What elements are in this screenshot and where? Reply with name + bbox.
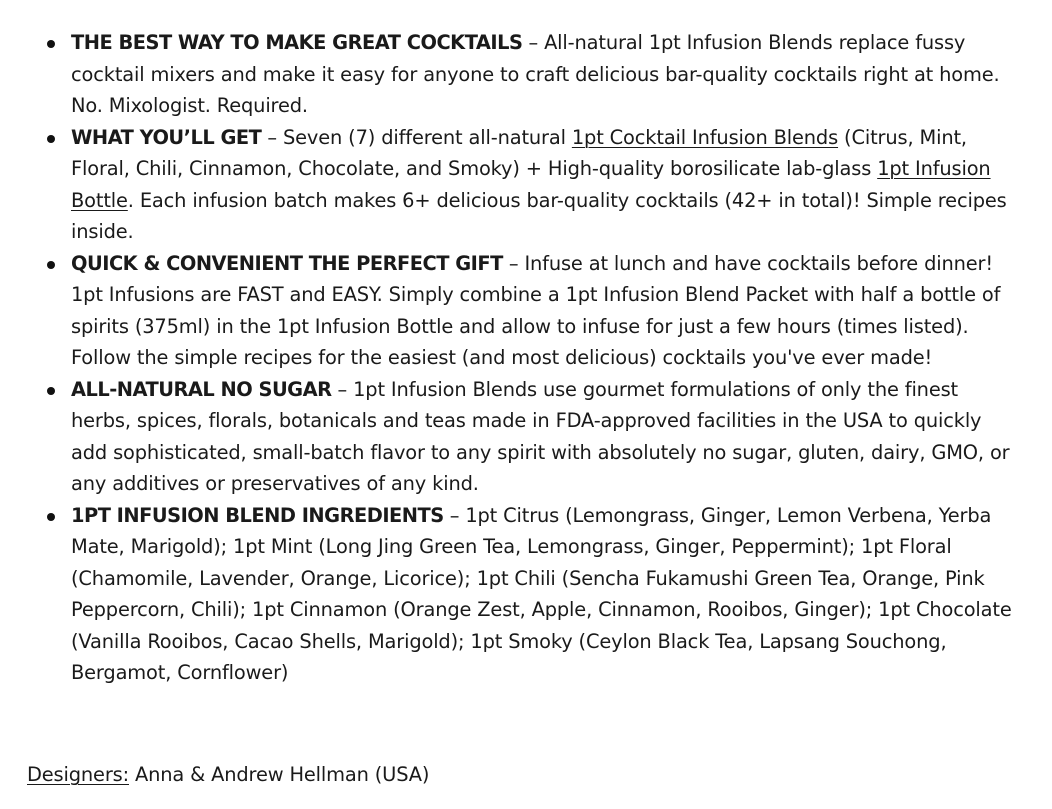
feature-dash: – <box>522 31 545 54</box>
bullet-icon <box>47 261 55 269</box>
feature-heading: THE BEST WAY TO MAKE GREAT COCKTAILS <box>71 31 523 54</box>
feature-dash: – <box>502 251 525 275</box>
bullet-icon <box>47 513 55 521</box>
bullet-icon <box>47 387 55 395</box>
list-item <box>71 500 1016 689</box>
designers-label: Designers: <box>27 763 129 786</box>
feature-dash: – <box>443 503 466 527</box>
feature-heading: QUICK & CONVENIENT THE PERFECT GIFT <box>71 251 503 275</box>
feature-heading: ALL-NATURAL NO SUGAR <box>71 377 332 401</box>
list-item <box>71 374 1016 500</box>
cocktail-infusion-blends-link[interactable]: 1pt Cocktail Infusion Blends <box>571 125 839 149</box>
feature-dash: – <box>331 377 354 401</box>
feature-text: . Each infusion batch makes 6+ delicious bar-quality cocktails (42+ in total)! Simple recipes inside. <box>71 188 1007 243</box>
feature-dash: – <box>261 125 283 149</box>
feature-text: All-natural 1pt Infusion Blends replace fussy cocktail mixers and make it easy for anyone to craft delicious bar-quality cocktails right at home. No. Mixologist. Required. <box>71 31 1000 117</box>
list-item <box>71 122 1016 248</box>
list-item <box>71 248 1016 374</box>
bullet-icon <box>47 40 55 48</box>
designers-value: Anna & Andrew Hellman (USA) <box>129 763 430 786</box>
feature-heading: WHAT YOU’LL GET <box>71 125 262 149</box>
feature-list <box>71 27 1016 689</box>
infusion-bottle-link[interactable]: 1pt Infusion Bottle <box>71 157 991 212</box>
bullet-icon <box>47 135 55 143</box>
list-item <box>71 27 1016 122</box>
designers-credit <box>27 759 429 790</box>
feature-heading: 1PT INFUSION BLEND INGREDIENTS <box>71 503 444 527</box>
feature-text: 1pt Infusion Blends use gourmet formulations of only the finest herbs, spices, florals, botanicals and teas made in FDA-approved facilities in the USA to quickly add sophisticated, small-batch flavor to any spirit with absolutely no sugar, gluten, dairy, GMO, or any additives or preservatives of any kind. <box>71 377 1010 495</box>
feature-text: Infuse at lunch and have cocktails before dinner! 1pt Infusions are FAST and EASY. Simply combine a 1pt Infusion Blend Packet with half a bottle of spirits (375ml) in the 1pt Infusion Bottle and allow to infuse for just a few hours (times listed). Follow the simple recipes for the easiest (and most delicious) cocktails you've ever made! <box>71 251 1001 369</box>
feature-text: Seven (7) different all-natural <box>282 125 572 149</box>
feature-text: 1pt Citrus (Lemongrass, Ginger, Lemon Verbena, Yerba Mate, Marigold); 1pt Mint (Long Jing Green Tea, Lemongrass, Ginger, Peppermint); 1pt Floral (Chamomile, Lavender, Orange, Licorice); 1pt Chili (Sencha Fukamushi Green Tea, Orange, Pink Peppercorn, Chili); 1pt Cinnamon (Orange Zest, Apple, Cinnamon, Rooibos, Ginger); 1pt Chocolate (Vanilla Rooibos, Cacao Shells, Marigold); 1pt Smoky (Ceylon Black Tea, Lapsang Souchong, Bergamot, Cornflower) <box>71 503 1012 684</box>
feature-text: (Citrus, Mint, Floral, Chili, Cinnamon, Chocolate, and Smoky) + High-quality borosilicate lab-glass <box>71 125 967 180</box>
